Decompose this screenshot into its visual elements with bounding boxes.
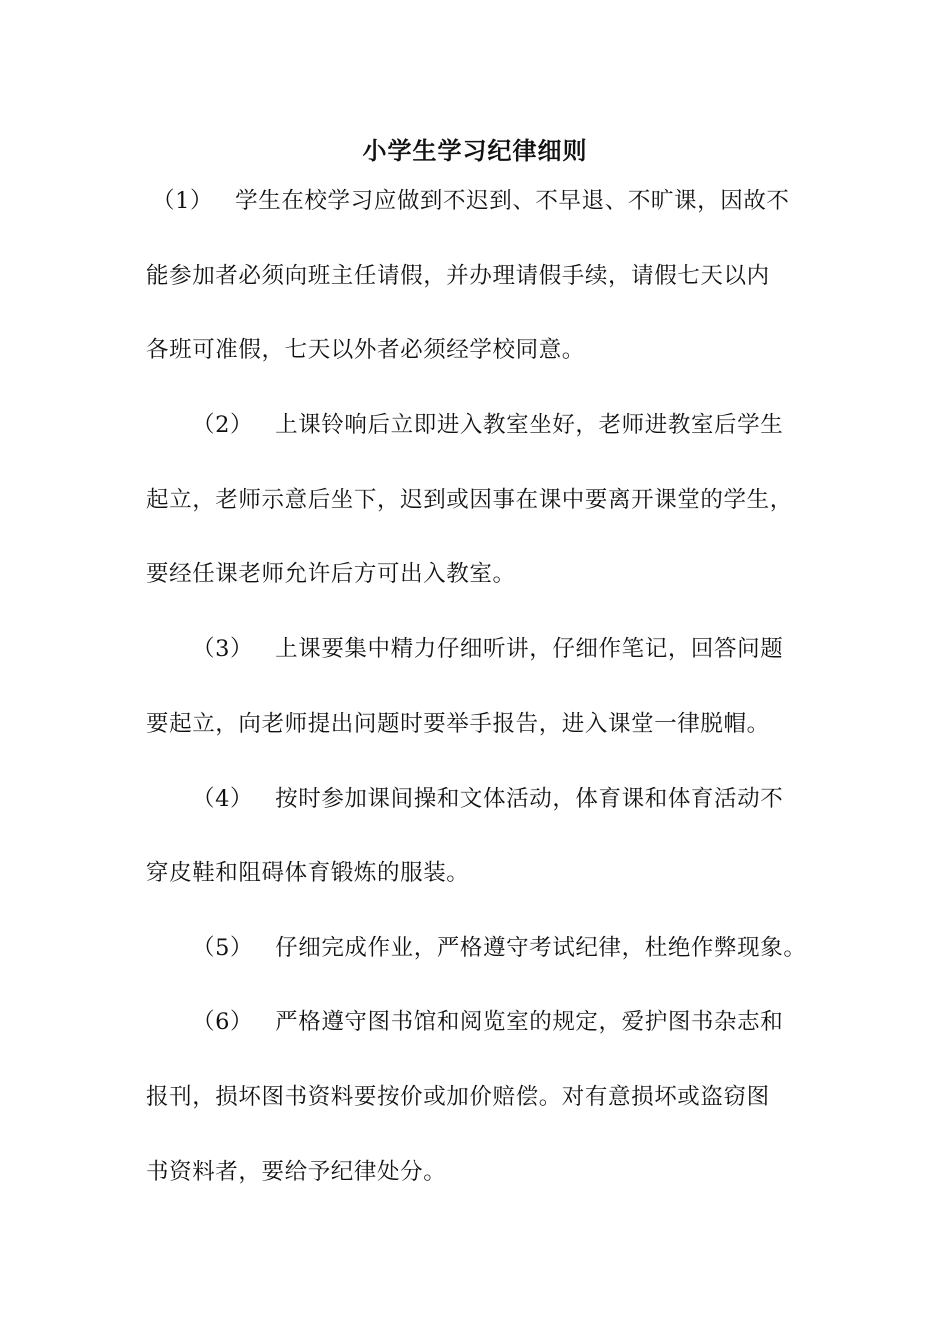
rule-1-text-line-2: 能参加者必须向班主任请假，并办理请假手续，请假七天以内 <box>146 263 770 289</box>
rule-4-line-1 <box>192 784 783 814</box>
rule-5-text-line-1: 仔细完成作业，严格遵守考试纪律，杜绝作弊现象。 <box>275 935 807 961</box>
rule-3-line-1 <box>192 634 783 664</box>
rule-6-line-1 <box>192 1007 783 1037</box>
rule-3-number: （3） <box>192 636 254 662</box>
rule-1-text-line-1: 学生在校学习应做到不迟到、不早退、不旷课，因故不 <box>235 188 790 214</box>
rule-6-number: （6） <box>192 1009 254 1035</box>
rule-5-line-1 <box>192 933 806 963</box>
rule-3-text-line-2: 要起立，向老师提出问题时要举手报告，进入课堂一律脱帽。 <box>146 711 770 737</box>
rule-6-text-line-2: 报刊，损坏图书资料要按价或加价赔偿。对有意损坏或盗窃图 <box>146 1084 770 1110</box>
rule-1-text-line-3: 各班可准假，七天以外者必须经学校同意。 <box>146 337 585 363</box>
document-title: 小学生学习纪律细则 <box>362 136 588 165</box>
rule-4-text-line-2: 穿皮鞋和阻碍体育锻炼的服装。 <box>146 860 470 886</box>
rule-2-text-line-3: 要经任课老师允许后方可出入教室。 <box>146 561 516 587</box>
rule-6-text-line-1: 严格遵守图书馆和阅览室的规定，爱护图书杂志和 <box>275 1009 784 1035</box>
rule-2-text-line-1: 上课铃响后立即进入教室坐好，老师进教室后学生 <box>275 412 784 438</box>
rule-5-number: （5） <box>192 935 254 961</box>
rule-3-text-line-1: 上课要集中精力仔细听讲，仔细作笔记，回答问题 <box>275 636 784 662</box>
rule-2-number: （2） <box>192 412 254 438</box>
rule-1-number: （1） <box>152 188 214 214</box>
rule-4-number: （4） <box>192 786 254 812</box>
rule-1-line-1 <box>152 186 790 216</box>
rule-2-text-line-2: 起立，老师示意后坐下，迟到或因事在课中要离开课堂的学生， <box>146 487 793 513</box>
rule-4-text-line-1: 按时参加课间操和文体活动，体育课和体育活动不 <box>275 786 784 812</box>
rule-2-line-1 <box>192 410 783 440</box>
rule-6-text-line-3: 书资料者，要给予纪律处分。 <box>146 1159 447 1185</box>
